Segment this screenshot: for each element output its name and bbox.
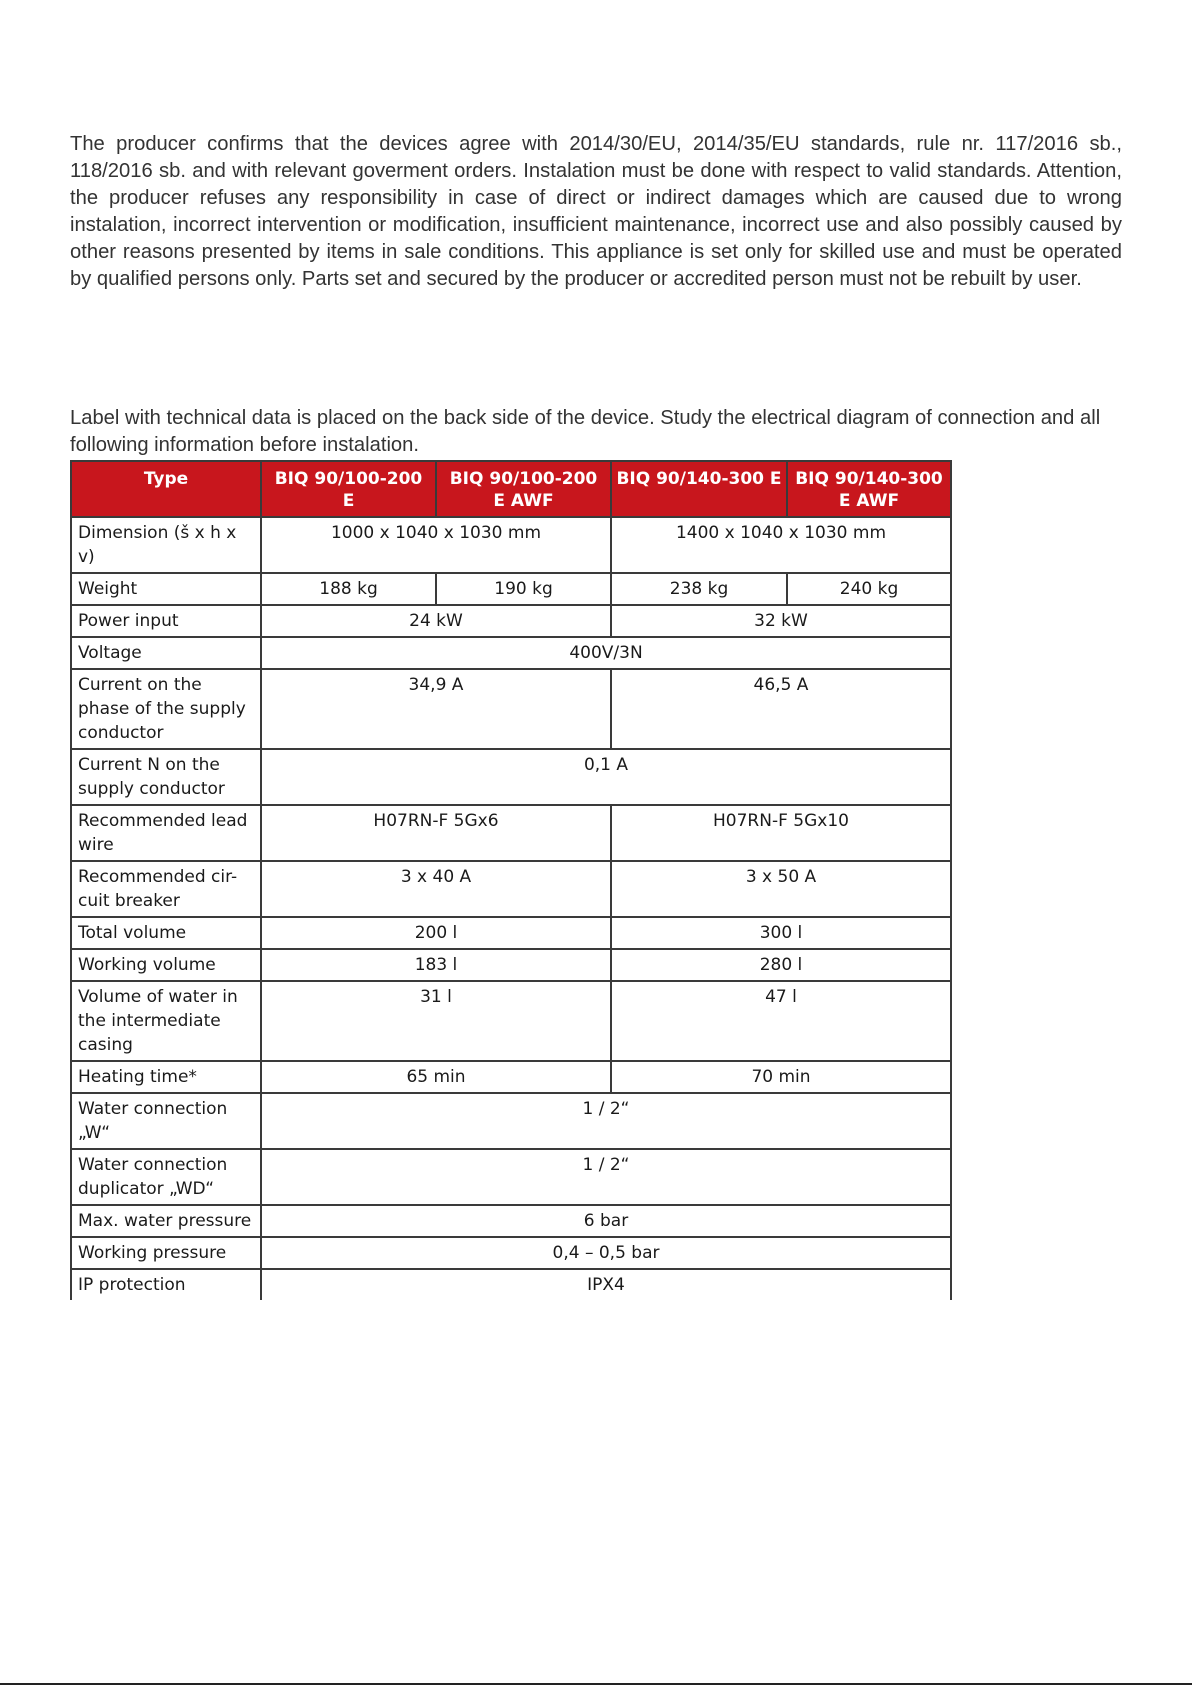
header-model-2: BIQ 90/100-200 E AWF [436, 461, 611, 517]
label-note-paragraph: Label with technical data is placed on the back side of the device. Study the electrical diagram of connection and all following information before instalation. [70, 407, 1101, 457]
table-row [71, 669, 951, 749]
cell-lead-wire-a: H07RN-F 5Gx6 [261, 805, 611, 861]
row-label-total-volume: Total volume [71, 917, 261, 949]
row-label-water-w: Water connection „W“ [71, 1093, 261, 1149]
header-model-1: BIQ 90/100-200 E [261, 461, 436, 517]
cell-breaker-a: 3 x 40 A [261, 861, 611, 917]
table-row [71, 1061, 951, 1093]
cell-casing-volume-b: 47 l [611, 981, 951, 1061]
row-label-max-pressure: Max. water pressure [71, 1205, 261, 1237]
cell-power-a: 24 kW [261, 605, 611, 637]
cell-casing-volume-a: 31 l [261, 981, 611, 1061]
header-type: Type [71, 461, 261, 517]
row-label-power: Power input [71, 605, 261, 637]
cell-weight-3: 238 kg [611, 573, 787, 605]
cell-working-volume-a: 183 l [261, 949, 611, 981]
technical-data-table [70, 460, 952, 1300]
row-label-working-volume: Working volume [71, 949, 261, 981]
cell-working-pressure: 0,4 – 0,5 bar [261, 1237, 951, 1269]
cell-total-volume-b: 300 l [611, 917, 951, 949]
row-label-heating-time: Heating time* [71, 1061, 261, 1093]
row-label-dimension: Dimension (š x h x v) [71, 517, 261, 573]
table-row [71, 517, 951, 573]
row-label-current-n: Current N on the supply conductor [71, 749, 261, 805]
cell-max-pressure: 6 bar [261, 1205, 951, 1237]
table-row [71, 605, 951, 637]
cell-heating-time-a: 65 min [261, 1061, 611, 1093]
row-label-current-phase: Current on the phase of the supply conductor [71, 669, 261, 749]
row-label-weight: Weight [71, 573, 261, 605]
cell-water-wd: 1 / 2“ [261, 1149, 951, 1205]
cell-breaker-b: 3 x 50 A [611, 861, 951, 917]
cell-working-volume-b: 280 l [611, 949, 951, 981]
cell-weight-2: 190 kg [436, 573, 611, 605]
cell-ip: IPX4 [261, 1269, 951, 1300]
cell-weight-4: 240 kg [787, 573, 951, 605]
cell-current-n: 0,1 A [261, 749, 951, 805]
header-model-3: BIQ 90/140-300 E [611, 461, 787, 517]
table-header-row [71, 461, 951, 517]
intro-paragraph: The producer confirms that the devices agree with 2014/30/EU, 2014/35/EU standards, rule nr. 117/2016 sb., 118/2016 sb. and with relevant goverment orders. Instalation must be done with respect to valid standards. Attention, the producer refuses any responsibility in case of direct or indirect damages which are caused due to wrong instalation, incorrect intervention or modification, insufficient maintenance, incorrect use and also possibly caused by other reasons presented by items in sale conditions. This appliance is set only for skilled use and must be operated by qualified persons only. Parts set and secured by the producer or accredited person must not be rebuilt by user. [70, 133, 1122, 291]
table-row [71, 805, 951, 861]
row-label-working-pressure: Working pressure [71, 1237, 261, 1269]
cell-dimension-a: 1000 x 1040 x 1030 mm [261, 517, 611, 573]
cell-water-w: 1 / 2“ [261, 1093, 951, 1149]
table-row [71, 1205, 951, 1237]
table-row [71, 637, 951, 669]
table-row [71, 573, 951, 605]
cell-lead-wire-b: H07RN-F 5Gx10 [611, 805, 951, 861]
row-label-casing-volume: Volume of water in the intermediate casing [71, 981, 261, 1061]
cell-heating-time-b: 70 min [611, 1061, 951, 1093]
row-label-breaker: Recommended cir-cuit breaker [71, 861, 261, 917]
row-label-voltage: Voltage [71, 637, 261, 669]
cell-current-phase-a: 34,9 A [261, 669, 611, 749]
cell-total-volume-a: 200 l [261, 917, 611, 949]
table-row [71, 1093, 951, 1149]
cell-power-b: 32 kW [611, 605, 951, 637]
table-row [71, 749, 951, 805]
table-row [71, 917, 951, 949]
table-row [71, 1269, 951, 1300]
cell-weight-1: 188 kg [261, 573, 436, 605]
cell-current-phase-b: 46,5 A [611, 669, 951, 749]
cell-dimension-b: 1400 x 1040 x 1030 mm [611, 517, 951, 573]
table-row [71, 861, 951, 917]
row-label-water-wd: Water connection duplicator „WD“ [71, 1149, 261, 1205]
table-row [71, 1237, 951, 1269]
cell-voltage: 400V/3N [261, 637, 951, 669]
row-label-ip: IP protection [71, 1269, 261, 1300]
table-row [71, 1149, 951, 1205]
row-label-lead-wire: Recommended lead wire [71, 805, 261, 861]
header-model-4: BIQ 90/140-300 E AWF [787, 461, 951, 517]
table-row [71, 981, 951, 1061]
table-row [71, 949, 951, 981]
